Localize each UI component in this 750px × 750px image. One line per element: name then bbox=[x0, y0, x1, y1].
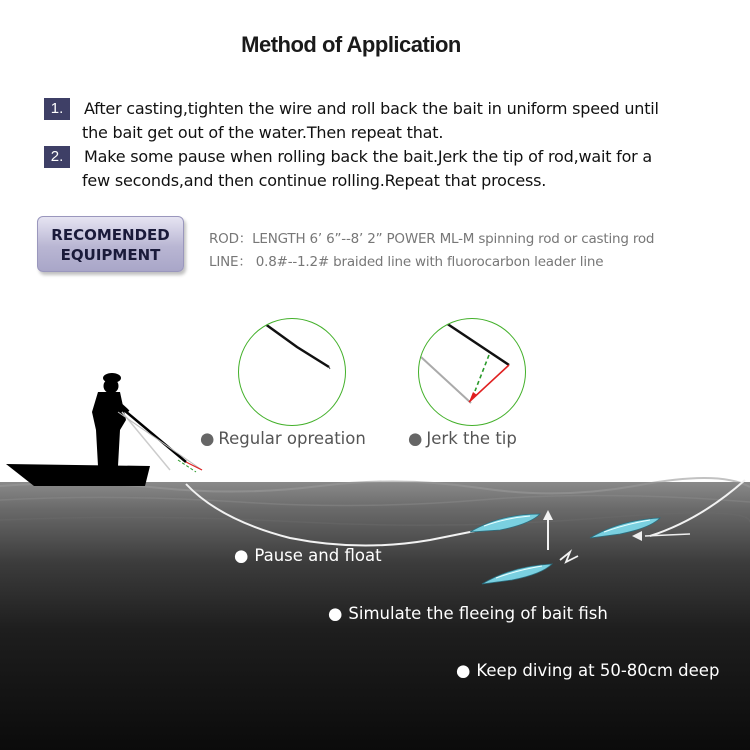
badge-line-1: RECOMENDED bbox=[51, 226, 170, 244]
simulate-label: ● Simulate the fleeing of bait fish bbox=[328, 604, 608, 623]
lure-2 bbox=[590, 518, 660, 538]
step-2-line-2: few seconds,and then continue rolling.Repeat that process. bbox=[82, 171, 547, 190]
step-1-line-1: After casting,tighten the wire and roll back the bait in uniform speed until bbox=[84, 99, 659, 118]
fishing-rod bbox=[124, 410, 186, 462]
bullet-dot: ● bbox=[456, 661, 471, 680]
fisherman-silhouette bbox=[92, 373, 128, 466]
boat-silhouette bbox=[6, 464, 150, 486]
pause-float-label: ● Pause and float bbox=[234, 546, 382, 565]
bullet-dot: ● bbox=[408, 429, 423, 448]
diving-depth-label: ● Keep diving at 50-80cm deep bbox=[456, 661, 720, 680]
bullet-dot: ● bbox=[328, 604, 343, 623]
line-spec: LINE： 0.8#--1.2# braided line with fluorocarbon leader line bbox=[209, 254, 604, 270]
bullet-dot: ● bbox=[234, 546, 249, 565]
regular-operation-label: ● Regular opreation bbox=[200, 429, 366, 448]
lure-3 bbox=[482, 564, 552, 584]
step-1-line-2: the bait get out of the water.Then repeat that. bbox=[82, 123, 444, 142]
zigzag-arrow bbox=[560, 552, 578, 562]
step-number-2: 2. bbox=[44, 146, 70, 168]
page-title: Method of Application bbox=[241, 32, 461, 57]
fishing-line bbox=[186, 484, 480, 546]
rod-spec: ROD：LENGTH 6’ 6”--8’ 2” POWER ML-M spinning rod or casting rod bbox=[209, 231, 655, 247]
step-2-line-1: Make some pause when rolling back the bait.Jerk the tip of rod,wait for a bbox=[84, 147, 653, 166]
badge-line-2: EQUIPMENT bbox=[60, 246, 161, 264]
step-number-1: 1. bbox=[44, 98, 70, 120]
jerk-tip-label: ● Jerk the tip bbox=[408, 429, 517, 448]
bullet-dot: ● bbox=[200, 429, 215, 448]
